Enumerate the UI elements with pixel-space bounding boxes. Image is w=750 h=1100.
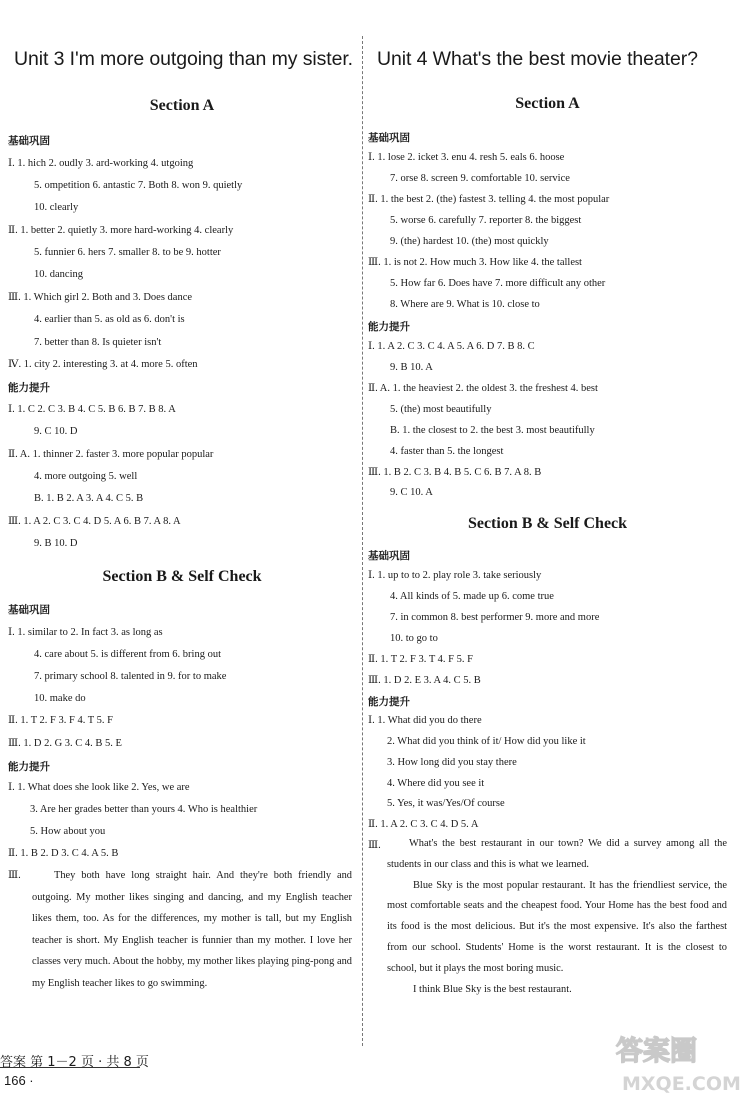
answer-line: 4. earlier than 5. as old as 6. don't is <box>34 314 185 325</box>
unit4-section-b-title: Section B & Self Check <box>467 515 628 532</box>
passage-paragraph: I think Blue Sky is the best restaurant. <box>413 983 572 995</box>
answer-line: Ⅱ. 1. the best 2. (the) fastest 3. telling 4. the most popular <box>368 194 610 205</box>
answer-line: Ⅱ. 1. T 2. F 3. T 4. F 5. F <box>368 654 473 665</box>
answer-line: 7. better than 8. Is quieter isn't <box>34 337 162 348</box>
unit3-title: Unit 3 I'm more outgoing than my sister. <box>14 48 353 70</box>
watermark-text: 答案圈 <box>616 1036 697 1067</box>
answer-line: 4. faster than 5. the longest <box>390 446 504 457</box>
answer-line: 9. B 10. A <box>390 362 433 373</box>
answer-line: 10. clearly <box>34 202 79 213</box>
answer-line: Ⅲ. 1. is not 2. How much 3. How like 4. the tallest <box>368 257 582 268</box>
answer-line: 9. (the) hardest 10. (the) most quickly <box>390 236 549 247</box>
answer-line: 5. funnier 6. hers 7. smaller 8. to be 9. hotter <box>34 247 221 258</box>
answer-line: 4. more outgoing 5. well <box>34 471 138 482</box>
answer-line: Ⅱ. A. 1. the heaviest 2. the oldest 3. the freshest 4. best <box>368 383 598 394</box>
answer-line: Ⅳ. 1. city 2. interesting 3. at 4. more 5. often <box>8 359 198 370</box>
footer-rule <box>0 1067 140 1068</box>
passage-paragraph: Blue Sky is the most popular restaurant. It has the friendliest service, the most comfortable seats and the cheapest food. Your Home has the best food and its food is the most delicious. But it's the most expensive. It's also the farthest from our school. Students' Home is the worst restaurant. It is the closest to school, but it plays the most boring music. <box>387 879 727 974</box>
answer-line: Ⅰ. 1. What does she look like 2. Yes, we are <box>8 782 190 793</box>
answer-line: Ⅱ. 1. B 2. D 3. C 4. A 5. B <box>8 848 119 859</box>
answer-line: B. 1. B 2. A 3. A 4. C 5. B <box>34 493 144 504</box>
passage-label: Ⅲ. <box>8 870 21 881</box>
answer-line: 7. primary school 8. talented in 9. for to make <box>34 671 227 682</box>
answer-line: Ⅲ. 1. D 2. G 3. C 4. B 5. E <box>8 738 122 749</box>
answer-line: Ⅲ. 1. A 2. C 3. C 4. D 5. A 6. B 7. A 8. A <box>8 516 181 527</box>
answer-line: 9. C 10. D <box>34 426 78 437</box>
answer-line: 7. in common 8. best performer 9. more and more <box>390 612 600 623</box>
unit3-section-b-title: Section B & Self Check <box>102 568 262 585</box>
answer-line: 10. make do <box>34 693 86 704</box>
answer-line: 8. Where are 9. What is 10. close to <box>390 299 540 310</box>
answer-line: Ⅰ. 1. What did you do there <box>368 715 482 726</box>
answer-line: 9. C 10. A <box>390 487 433 498</box>
unit3-a-advance-heading: 能力提升 <box>8 382 50 394</box>
answer-line: B. 1. the closest to 2. the best 3. most beautifully <box>390 425 595 436</box>
answer-line: Ⅲ. 1. Which girl 2. Both and 3. Does dance <box>8 292 193 303</box>
answer-line: Ⅰ. 1. up to to 2. play role 3. take seriously <box>368 570 542 581</box>
watermark-url: MXQE.COM <box>622 1073 741 1095</box>
answer-line: Ⅲ. 1. B 2. C 3. B 4. B 5. C 6. B 7. A 8. B <box>368 467 542 478</box>
answer-line: Ⅰ. 1. hich 2. oudly 3. ard-working 4. utgoing <box>8 158 194 169</box>
answer-line: 4. care about 5. is different from 6. bring out <box>34 649 222 660</box>
answer-line: 9. B 10. D <box>34 538 78 549</box>
answer-line: Ⅰ. 1. A 2. C 3. C 4. A 5. A 6. D 7. B 8. C <box>368 341 535 352</box>
answer-line: 5. Yes, it was/Yes/Of course <box>387 798 505 809</box>
answer-line: Ⅰ. 1. lose 2. icket 3. enu 4. resh 5. eals 6. hoose <box>368 152 565 163</box>
unit4-title: Unit 4 What's the best movie theater? <box>377 48 698 70</box>
page-number: 166 · <box>4 1073 34 1088</box>
unit3-b-advance-heading: 能力提升 <box>8 761 50 773</box>
answer-line: Ⅱ. A. 1. thinner 2. faster 3. more popular popular <box>8 449 214 460</box>
answer-line: 7. orse 8. screen 9. comfortable 10. service <box>390 173 570 184</box>
passage-paragraph: They both have long straight hair. And they're both friendly and outgoing. My mother likes singing and dancing, and my English teacher likes them, too. As for the differences, my mother is tall, but my English teacher is short. My English teacher is funnier than my mother. I love her classes very much. About the hobby, my mother likes playing ping-pong and my English teacher likes to go swimming. <box>32 870 352 989</box>
answer-line: 2. What did you think of it/ How did you like it <box>387 736 586 747</box>
unit3-section-a-title: Section A <box>149 97 215 114</box>
unit4-b-basic-heading: 基础巩固 <box>368 550 410 562</box>
site-watermark-logo <box>612 1030 746 1096</box>
answer-line: Ⅱ. 1. better 2. quietly 3. more hard-working 4. clearly <box>8 225 234 236</box>
unit3-passage <box>32 865 352 995</box>
unit4-passage <box>387 834 727 1000</box>
unit4-a-basic-heading: 基础巩固 <box>368 132 410 144</box>
unit4-section-a-title: Section A <box>515 95 580 112</box>
answer-line: 10. to go to <box>390 633 438 644</box>
unit3-b-basic-heading: 基础巩固 <box>8 604 50 616</box>
answer-line: 5. How far 6. Does have 7. more difficult any other <box>390 278 606 289</box>
answer-line: Ⅰ. 1. similar to 2. In fact 3. as long as <box>8 627 163 638</box>
unit4-b-advance-heading: 能力提升 <box>368 696 410 708</box>
unit3-a-basic-heading: 基础巩固 <box>8 135 50 147</box>
answer-line: 3. Are her grades better than yours 4. Who is healthier <box>30 804 258 815</box>
answer-line: 5. worse 6. carefully 7. reporter 8. the biggest <box>390 215 582 226</box>
answer-line: Ⅲ. 1. D 2. E 3. A 4. C 5. B <box>368 675 481 686</box>
answer-line: Ⅱ. 1. A 2. C 3. C 4. D 5. A <box>368 819 479 830</box>
answer-line: Ⅱ. 1. T 2. F 3. F 4. T 5. F <box>8 715 113 726</box>
answer-line: 4. All kinds of 5. made up 6. come true <box>390 591 554 602</box>
footer-page-range: 答案 第 1－2 页 · 共 8 页 <box>0 1055 149 1070</box>
answer-line: 3. How long did you stay there <box>387 757 517 768</box>
passage-label: Ⅲ. <box>368 840 381 851</box>
answer-line: 4. Where did you see it <box>387 778 485 789</box>
passage-paragraph: What's the best restaurant in our town? We did a survey among all the students in our class and this is what we learned. <box>387 838 727 870</box>
answer-line: 5. (the) most beautifully <box>390 404 492 415</box>
column-divider <box>362 36 363 1046</box>
answer-line: Ⅰ. 1. C 2. C 3. B 4. C 5. B 6. B 7. B 8. A <box>8 404 176 415</box>
answer-line: 10. dancing <box>34 269 83 280</box>
answer-line: 5. How about you <box>30 826 106 837</box>
unit4-a-advance-heading: 能力提升 <box>368 321 410 333</box>
answer-line: 5. ompetition 6. antastic 7. Both 8. won 9. quietly <box>34 180 243 191</box>
